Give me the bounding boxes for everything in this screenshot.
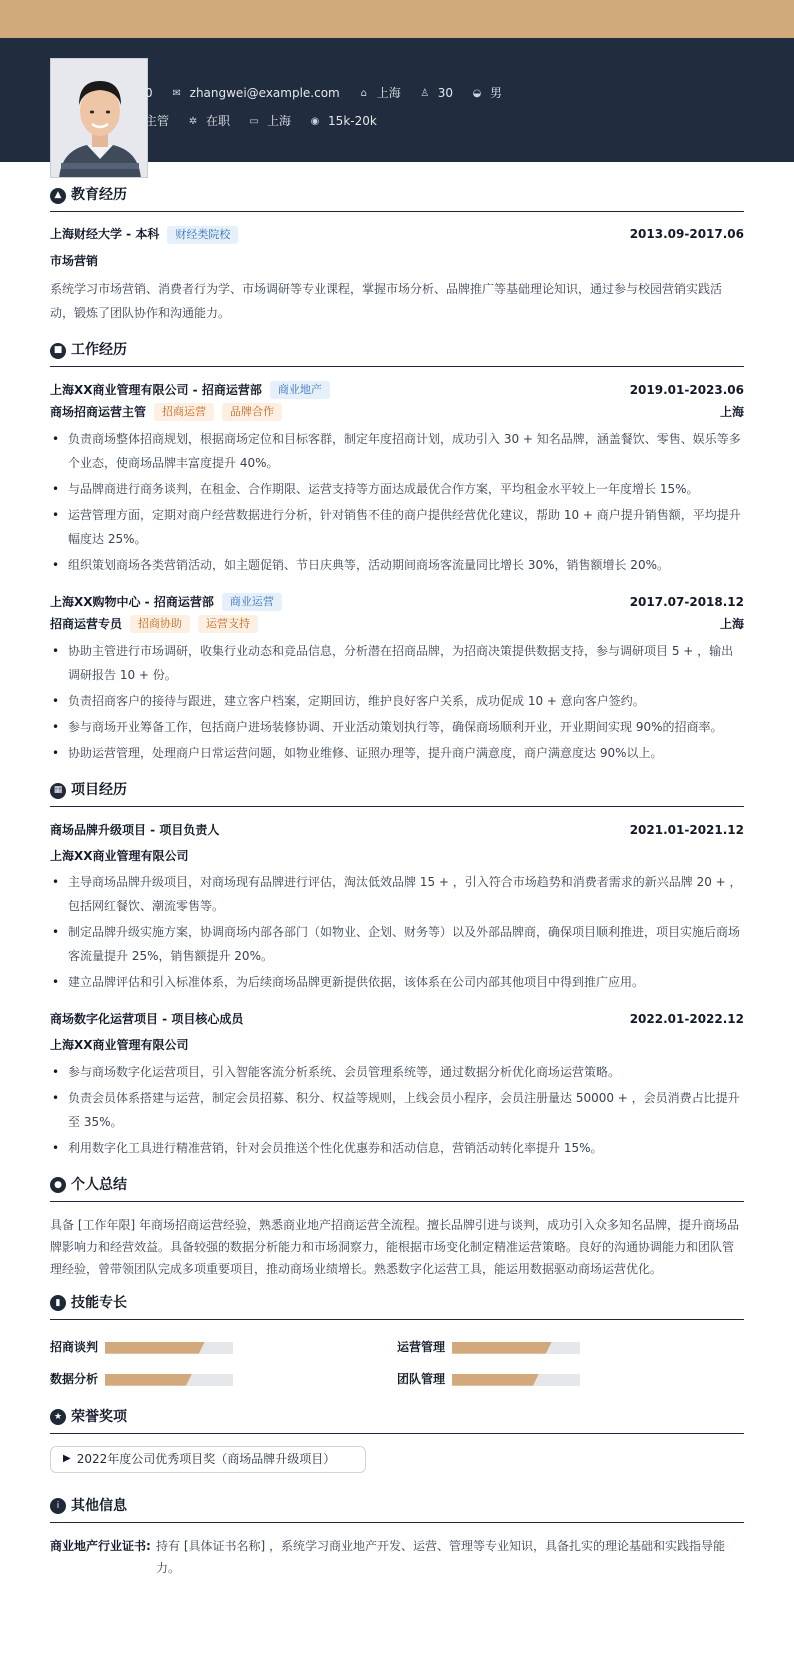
skill-fill (105, 1374, 192, 1386)
list-item: • 负责招商客户的接待与跟进，建立客户档案，定期回访，维护良好客户关系，成功促成 10 + 意向客户签约。 (50, 689, 744, 713)
work-bullets (50, 427, 744, 577)
education-desc: 系统学习市场营销、消费者行为学、市场调研等专业课程，掌握市场分析、品牌推广等基础理论知识，通过参与校园营销实践活动，锻炼了团队协作和沟通能力。 (50, 282, 723, 321)
job-row (145, 112, 395, 131)
skill-item (397, 1364, 744, 1396)
award-text: 2022年度公司优秀项目奖（商场品牌升级项目） (76, 1451, 336, 1466)
section-title: 个人总结 (71, 1176, 127, 1193)
industry-tag: 商业运营 (222, 593, 282, 611)
section-header (50, 1292, 744, 1320)
work-entry (50, 379, 744, 577)
position-title: 商场招商运营主管 (50, 404, 147, 419)
work-city: 上海 (719, 616, 744, 631)
expand-arrow-icon[interactable]: ▶ (63, 1453, 71, 1465)
skill-bar (105, 1374, 233, 1386)
work-bullets (50, 639, 744, 765)
section-header (50, 339, 744, 367)
project-bullets (50, 870, 744, 994)
summary-text: 具备 [工作年限] 年商场招商运营经验，熟悉商业地产招商运营全流程。擅长品牌引进与谈判，成功引入众多知名品牌，提升商场品牌影响力和经营效益。具备较强的数据分析能力和市场洞察力，能根据市场变化制定精准运营策略。良好的沟通协调能力和团队管理经验，曾带领团队完成多项重要项目，推动商场业绩增长。熟悉数字化运营工具，能运用数据驱动商场运营优化。 (50, 1217, 739, 1276)
work-entry (50, 591, 744, 765)
status-text: 在职 (206, 114, 231, 128)
skill-name: 团队管理 (397, 1371, 446, 1386)
skill-item (50, 1364, 397, 1396)
skill-item (397, 1332, 744, 1364)
work-date: 2019.01-2023.06 (629, 382, 744, 397)
project-entry (50, 1008, 744, 1159)
list-item: • 与品牌商进行商务谈判，在租金、合作期限、运营支持等方面达成最优合作方案，平均租金水平较上一年度增长 15%。 (50, 477, 744, 501)
work-section (50, 339, 744, 765)
skill-fill (452, 1374, 539, 1386)
award-item[interactable] (50, 1446, 366, 1473)
awards-section (50, 1406, 744, 1485)
skill-fill (452, 1342, 552, 1354)
email-text[interactable]: zhangwei@example.com (189, 86, 340, 100)
list-item: • 协助运营管理，处理商户日常运营问题，如物业维修、证照办理等，提升商户满意度，商户满意度达 90%以上。 (50, 741, 744, 765)
salary-icon: ◉ (310, 115, 320, 127)
role-tag: 招商协助 (130, 615, 190, 633)
graduation-cap-icon: ▲ (50, 188, 66, 204)
work-date: 2017.07-2018.12 (629, 594, 744, 609)
role-tag: 招商运营 (154, 403, 214, 421)
major: 市场营销 (50, 254, 99, 268)
list-item: • 协助主管进行市场调研，收集行业动态和竞品信息，分析潜在招商品牌，为招商决策提供数据支持，参与调研项目 5 + ，输出调研报告 10 + 份。 (50, 639, 744, 687)
profile-photo (50, 58, 148, 178)
job-title-text: 主管 (145, 114, 170, 128)
skill-bar (105, 1342, 233, 1354)
role-tag: 运营支持 (198, 615, 258, 633)
briefcase-icon: ■ (50, 343, 66, 359)
list-item: • 利用数字化工具进行精准营销，针对会员推送个性化优惠券和活动信息，营销活动转化率提升 15%。 (50, 1136, 744, 1160)
skills-grid (50, 1332, 744, 1396)
project-company: 上海XX商业管理有限公司 (50, 1038, 189, 1053)
gender-info (471, 84, 502, 103)
status-icon: ✲ (188, 115, 198, 127)
profile-header (0, 38, 794, 162)
section-header (50, 184, 744, 212)
list-item: • 主导商场品牌升级项目，对商场现有品牌进行评估，淘汰低效品牌 15 + ，引入符合市场趋势和消费者需求的新兴品牌 20 + ，包括网红餐饮、潮流零售等。 (50, 870, 744, 918)
project-entry (50, 819, 744, 994)
work-city: 上海 (719, 404, 744, 419)
certificate-text: 持有 [具体证书名称] ，系统学习商业地产开发、运营、管理等专业知识，具备扎实的理论基础和实践指导能力。 (156, 1538, 725, 1575)
age-text: 30 (437, 86, 454, 100)
job-title-info (145, 112, 169, 131)
info-icon: i (50, 1498, 66, 1514)
status-info (187, 112, 230, 131)
home-icon: ⌂ (360, 87, 367, 99)
section-title: 技能专长 (71, 1294, 127, 1311)
project-company: 上海XX商业管理有限公司 (50, 849, 189, 864)
list-item: • 运营管理方面，定期对商户经营数据进行分析，针对销售不佳的商户提供经营优化建议，帮助 10 + 商户提升销售额，平均提升幅度达 25%。 (50, 503, 744, 551)
list-item: • 组织策划商场各类营销活动，如主题促销、节日庆典等，活动期间商场客流量同比增长 30%，销售额增长 20%。 (50, 553, 744, 577)
gender-icon: ◒ (472, 87, 482, 99)
salary-info (309, 112, 377, 131)
project-name: 商场数字化运营项目 - 项目核心成员 (50, 1011, 244, 1026)
project-date: 2022.01-2022.12 (629, 1011, 744, 1026)
industry-tag: 商业地产 (270, 381, 330, 399)
age-icon: ♙ (420, 87, 430, 99)
skill-bar (452, 1374, 580, 1386)
user-icon: ● (50, 1177, 66, 1193)
role-tag: 品牌合作 (222, 403, 282, 421)
projects-section (50, 779, 744, 1159)
section-header (50, 1406, 744, 1434)
company-name: 上海XX商业管理有限公司 - 招商运营部 (50, 382, 262, 397)
list-item: • 制定品牌升级实施方案，协调商场内部各部门（如物业、企划、财务等）以及外部品牌商，确保项目顺利推进，项目实施后商场客流量提升 25%，销售额提升 20%。 (50, 920, 744, 968)
company-name: 上海XX购物中心 - 招商运营部 (50, 594, 214, 609)
section-title: 教育经历 (71, 187, 127, 204)
position-title: 招商运营专员 (50, 616, 123, 631)
education-entry (50, 224, 744, 325)
section-title: 荣誉奖项 (71, 1408, 127, 1425)
certificate-label: 商业地产行业证书: (50, 1538, 151, 1553)
skill-name: 运营管理 (397, 1339, 446, 1354)
education-section (50, 184, 744, 325)
list-item: • 参与商场数字化运营项目，引入智能客流分析系统、会员管理系统等，通过数据分析优化商场运营策略。 (50, 1060, 744, 1084)
hometown-text: 上海 (376, 86, 401, 100)
work-location-info (248, 112, 291, 131)
section-header (50, 1174, 744, 1202)
school-name: 上海财经大学 - 本科 (50, 227, 160, 242)
project-name: 商场品牌升级项目 - 项目负责人 (50, 822, 220, 837)
skill-fill (105, 1342, 205, 1354)
medal-icon: ★ (50, 1409, 66, 1425)
list-item: • 建立品牌评估和引入标准体系，为后续商场品牌更新提供依据，该体系在公司内部其他项目中得到推广应用。 (50, 970, 744, 994)
skill-item (50, 1332, 397, 1364)
skills-section (50, 1292, 744, 1396)
list-item: • 参与商场开业筹备工作，包括商户进场装修协调、开业活动策划执行等，确保商场顺利开业，开业期间实现 90%的招商率。 (50, 715, 744, 739)
phone-text: 0 (145, 86, 153, 100)
section-title: 工作经历 (71, 342, 127, 359)
section-title: 其他信息 (71, 1498, 127, 1515)
skill-bar (452, 1342, 580, 1354)
hometown-info (358, 84, 401, 103)
skill-name: 数据分析 (50, 1371, 99, 1386)
section-header (50, 779, 744, 807)
project-bullets (50, 1060, 744, 1160)
work-location-text: 上海 (267, 114, 292, 128)
chart-icon: ▮ (50, 1295, 66, 1311)
contact-row (145, 84, 520, 103)
email-info[interactable] (171, 84, 340, 103)
mail-icon: ✉ (172, 87, 181, 99)
skill-name: 招商谈判 (50, 1339, 99, 1354)
project-date: 2021.01-2021.12 (629, 822, 744, 837)
school-tag: 财经类院校 (167, 226, 238, 244)
grid-icon: ▦ (50, 783, 66, 799)
other-item (50, 1535, 744, 1579)
list-item: • 负责会员体系搭建与运营，制定会员招募、积分、权益等规则，上线会员小程序，会员注册量达 50000 + ，会员消费占比提升至 35%。 (50, 1086, 744, 1134)
other-section (50, 1495, 744, 1579)
gender-text: 男 (490, 86, 503, 100)
section-header (50, 1495, 744, 1523)
location-icon: ▭ (249, 115, 259, 127)
top-accent-band (0, 0, 794, 38)
phone-info (145, 84, 153, 103)
education-date: 2013.09-2017.06 (629, 227, 744, 242)
salary-text: 15k-20k (328, 114, 377, 128)
section-title: 项目经历 (71, 782, 127, 799)
list-item: • 负责商场整体招商规划，根据商场定位和目标客群，制定年度招商计划，成功引入 30 + 知名品牌，涵盖餐饮、零售、娱乐等多个业态，使商场品牌丰富度提升 40%。 (50, 427, 744, 475)
resume-body (0, 162, 794, 1579)
age-info (419, 84, 453, 103)
summary-section (50, 1174, 744, 1280)
